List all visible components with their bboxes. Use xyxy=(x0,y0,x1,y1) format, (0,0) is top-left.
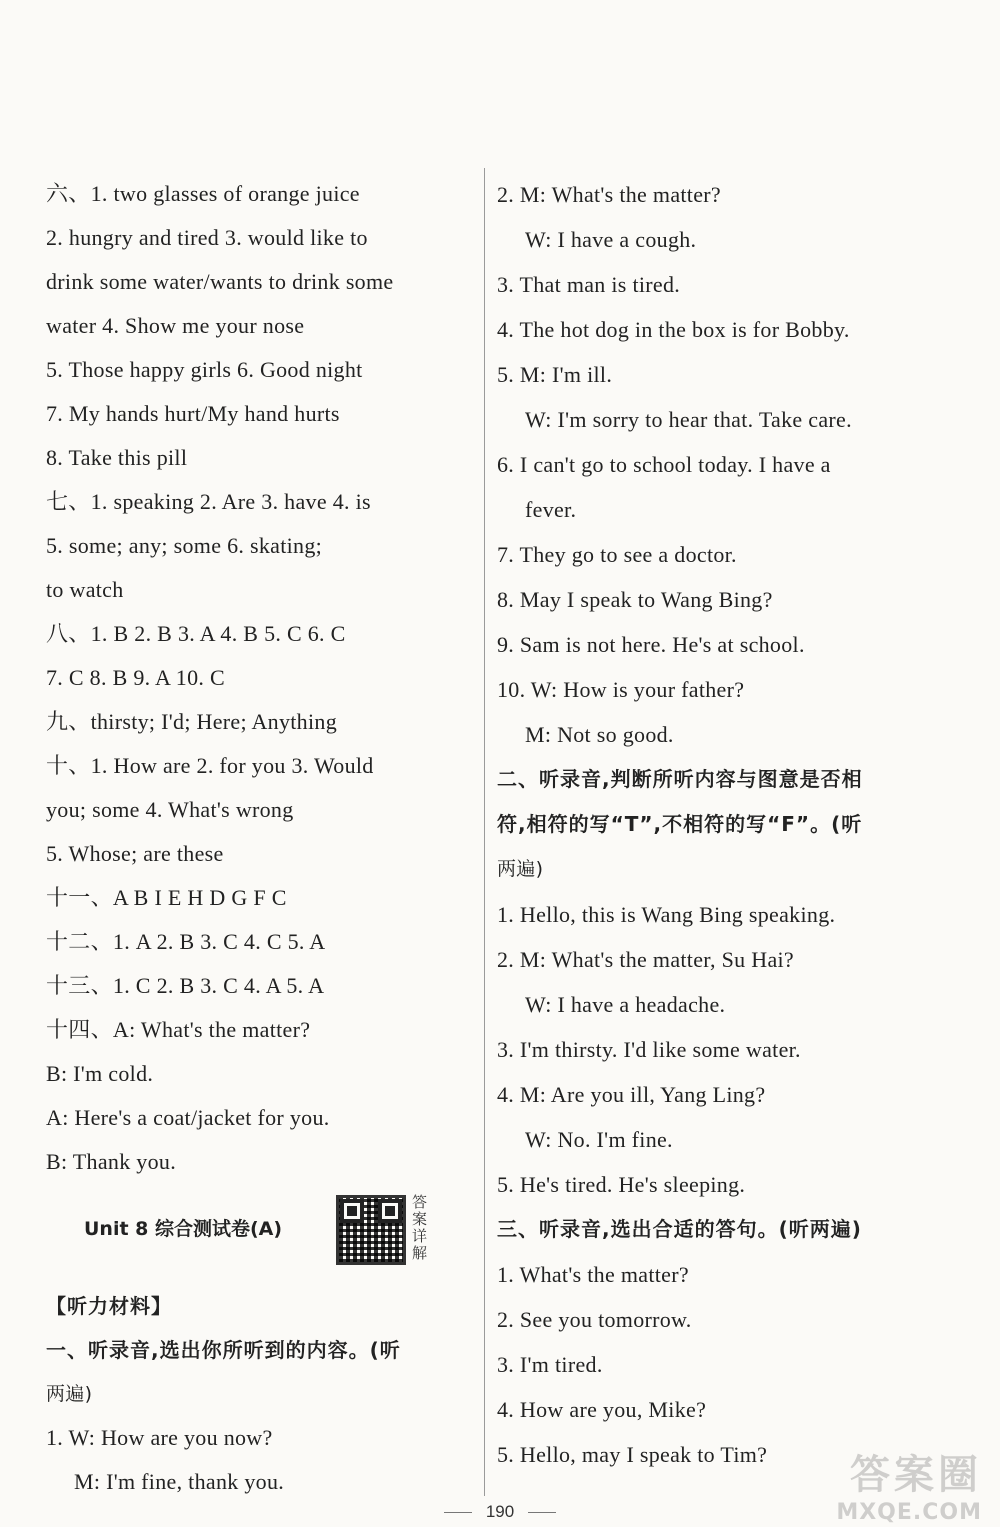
answer-line: water 4. Show me your nose xyxy=(46,313,305,338)
page-number-text: 190 xyxy=(485,1502,515,1521)
transcript-line: 10. W: How is your father? xyxy=(497,677,745,702)
transcript-line: 5. He's tired. He's sleeping. xyxy=(497,1172,746,1197)
unit-title: Unit 8 综合测试卷(A) xyxy=(84,1218,283,1240)
answer-line: you; some 4. What's wrong xyxy=(46,797,294,822)
answer-lines xyxy=(46,172,470,1184)
answer-line: 十二、1. A 2. B 3. C 4. C 5. A xyxy=(46,929,326,954)
answer-line: 十、1. How are 2. for you 3. Would xyxy=(46,753,374,778)
transcript-line: 2. M: What's the matter, Su Hai? xyxy=(497,947,794,972)
transcript-line: 5. M: I'm ill. xyxy=(497,362,613,387)
transcript-line: 4. M: Are you ill, Yang Ling? xyxy=(497,1082,766,1107)
answer-line: 7. C 8. B 9. A 10. C xyxy=(46,665,225,690)
page-number-dash-left xyxy=(444,1512,472,1513)
section-heading: 符,相符的写“T”,不相符的写“F”。(听 xyxy=(497,812,863,836)
materials-heading: 【听力材料】 xyxy=(46,1294,172,1318)
left-column xyxy=(46,172,470,1504)
transcript-line: 4. How are you, Mike? xyxy=(497,1397,707,1422)
transcript-line: M: I'm fine, thank you. xyxy=(74,1469,285,1494)
transcript-line: 9. Sam is not here. He's at school. xyxy=(497,632,805,657)
answer-line: 六、1. two glasses of orange juice xyxy=(46,181,360,206)
transcript-line: 6. I can't go to school today. I have a xyxy=(497,452,831,477)
transcript-line: M: Not so good. xyxy=(525,722,674,747)
transcript-line: 1. W: How are you now? xyxy=(46,1425,273,1450)
section-1-heading-cont: 两遍) xyxy=(46,1383,93,1405)
answer-line: 十四、A: What's the matter? xyxy=(46,1017,311,1042)
transcript-line: 5. Hello, may I speak to Tim? xyxy=(497,1442,768,1467)
transcript-line: W: No. I'm fine. xyxy=(525,1127,673,1152)
transcript-line: 两遍) xyxy=(497,858,544,880)
section-heading: 二、听录音,判断所听内容与图意是否相 xyxy=(497,767,863,791)
answer-line: B: Thank you. xyxy=(46,1149,176,1174)
section-1-heading: 一、听录音,选出你所听到的内容。(听 xyxy=(46,1338,401,1362)
qr-note: 答案详解 xyxy=(412,1193,428,1262)
answer-line: 8. Take this pill xyxy=(46,445,188,470)
answer-line: 5. some; any; some 6. skating; xyxy=(46,533,323,558)
column-divider xyxy=(484,168,485,1496)
page-number-dash-right xyxy=(528,1512,556,1513)
transcript-line: 1. Hello, this is Wang Bing speaking. xyxy=(497,902,836,927)
section-heading: 三、听录音,选出合适的答句。(听两遍) xyxy=(497,1217,862,1241)
right-column xyxy=(497,172,922,1477)
transcript-line: 2. See you tomorrow. xyxy=(497,1307,692,1332)
answer-line: to watch xyxy=(46,577,124,602)
answer-line: 九、thirsty; I'd; Here; Anything xyxy=(46,709,337,734)
transcript-line: 8. May I speak to Wang Bing? xyxy=(497,587,773,612)
transcript-lines xyxy=(497,172,922,1477)
answer-line: A: Here's a coat/jacket for you. xyxy=(46,1105,330,1130)
transcript-line: 3. That man is tired. xyxy=(497,272,681,297)
transcript-line: fever. xyxy=(525,497,577,522)
transcript-line: 4. The hot dog in the box is for Bobby. xyxy=(497,317,850,342)
answer-line: 七、1. speaking 2. Are 3. have 4. is xyxy=(46,489,371,514)
answer-line: 7. My hands hurt/My hand hurts xyxy=(46,401,340,426)
watermark-bottom: MXQE.COM xyxy=(836,1500,982,1525)
answer-line: B: I'm cold. xyxy=(46,1061,154,1086)
watermark-logo xyxy=(807,1443,982,1525)
answer-line: 2. hungry and tired 3. would like to xyxy=(46,225,368,250)
transcript-line: 7. They go to see a doctor. xyxy=(497,542,737,567)
transcript-line: 1. What's the matter? xyxy=(497,1262,689,1287)
transcript-line: 2. M: What's the matter? xyxy=(497,182,721,207)
qr-code-icon[interactable] xyxy=(336,1195,406,1265)
transcript-line: 3. I'm thirsty. I'd like some water. xyxy=(497,1037,801,1062)
answer-line: 十一、A B I E H D G F C xyxy=(46,885,287,910)
unit-header xyxy=(46,1192,470,1284)
answer-line: 5. Those happy girls 6. Good night xyxy=(46,357,363,382)
transcript-line: W: I'm sorry to hear that. Take care. xyxy=(525,407,852,432)
answer-line: drink some water/wants to drink some xyxy=(46,269,394,294)
answer-line: 5. Whose; are these xyxy=(46,841,224,866)
answer-line: 八、1. B 2. B 3. A 4. B 5. C 6. C xyxy=(46,621,346,646)
transcript-line: W: I have a headache. xyxy=(525,992,726,1017)
watermark-top: 答案圈 xyxy=(850,1452,982,1498)
answer-line: 十三、1. C 2. B 3. C 4. A 5. A xyxy=(46,973,325,998)
transcript-line: 3. I'm tired. xyxy=(497,1352,603,1377)
transcript-line: W: I have a cough. xyxy=(525,227,697,252)
